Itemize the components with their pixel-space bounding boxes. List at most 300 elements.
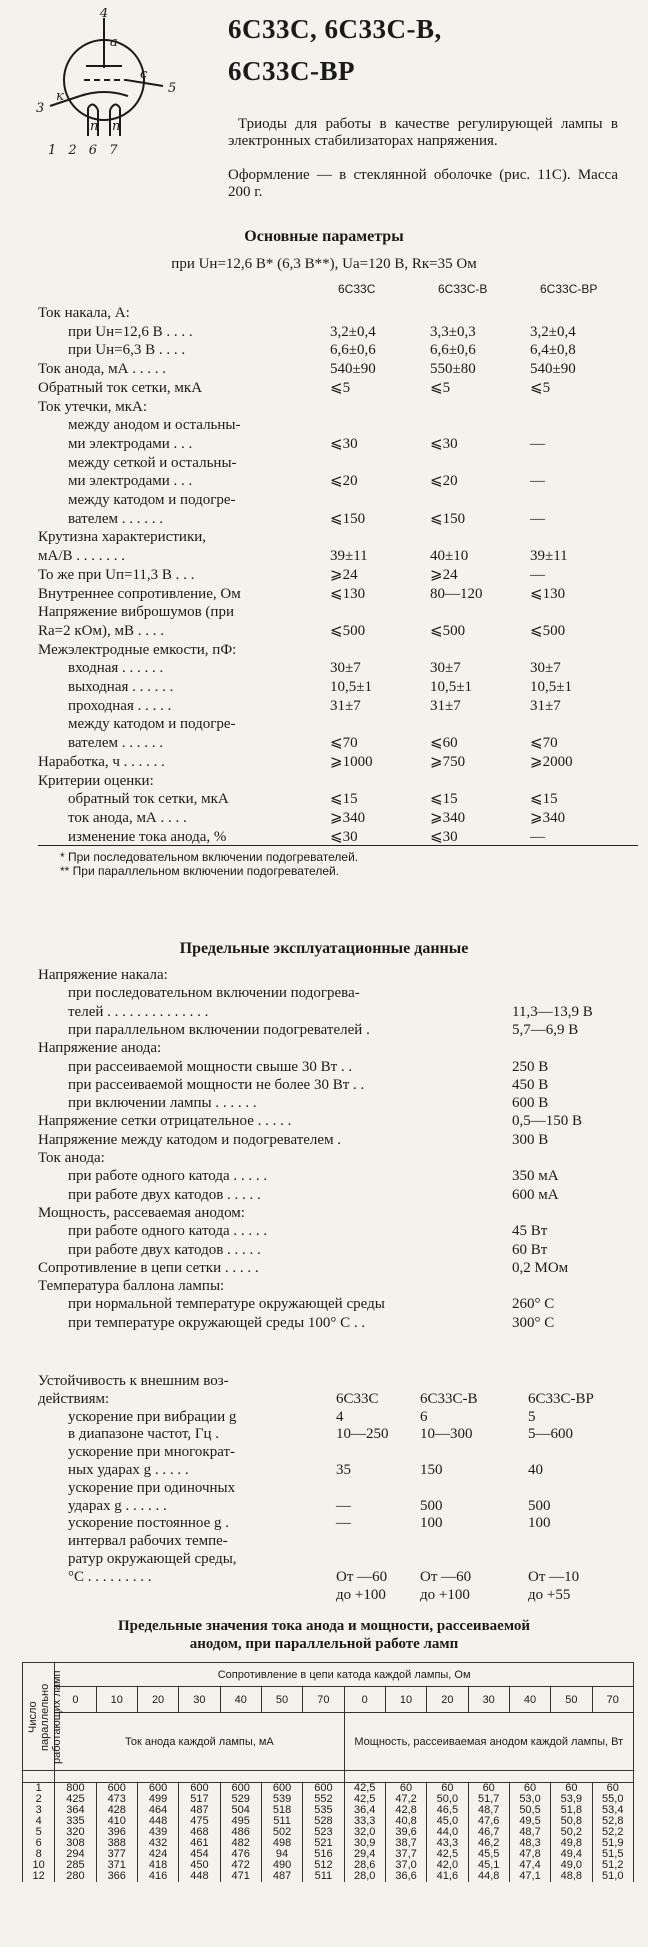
- resistance-header-cell: 30: [179, 1687, 220, 1713]
- row-value: 350 мА: [512, 1168, 559, 1185]
- current-cell: 371: [96, 1860, 137, 1871]
- row-value: ⩽70: [530, 735, 558, 752]
- resistance-row: [0, 1586, 648, 1604]
- power-cell: 50,2: [551, 1827, 592, 1838]
- row-value: 10—250: [336, 1426, 389, 1443]
- power-cell: 47,6: [468, 1816, 509, 1827]
- current-cell: 294: [55, 1849, 96, 1860]
- row-value: —: [530, 435, 545, 452]
- lamp-count-cell: 10: [23, 1860, 55, 1871]
- lamp-count-cell: 3: [23, 1805, 55, 1816]
- main-param-row: [0, 753, 648, 771]
- power-cell: 37,0: [385, 1860, 426, 1871]
- power-cell: 28,6: [344, 1860, 385, 1871]
- main-param-row: [0, 416, 648, 434]
- main-param-row: [0, 323, 648, 341]
- row-label: в диапазоне частот, Гц .: [68, 1426, 220, 1443]
- resistance-header-cell: 50: [551, 1687, 592, 1713]
- footnote-2: ** При параллельном включении подогревателей.: [60, 864, 340, 878]
- power-cell: 53,9: [551, 1794, 592, 1805]
- intro-p2: Оформление — в стеклянной оболочке (рис. 11С). Масса 200 г.: [228, 167, 618, 200]
- current-cell: 364: [55, 1805, 96, 1816]
- row-value: 30±7: [530, 660, 561, 677]
- power-cell: 51,9: [592, 1838, 633, 1849]
- row-value: 100: [420, 1515, 443, 1532]
- resistance-row: [0, 1390, 648, 1408]
- row-label: Наработка, ч . . . . . .: [38, 753, 165, 770]
- row-value: 6С33С-В: [420, 1390, 478, 1407]
- resistance-header-cell: 10: [385, 1687, 426, 1713]
- current-cell: 495: [220, 1816, 261, 1827]
- current-cell: 517: [179, 1794, 220, 1805]
- power-cell: 50,0: [427, 1794, 468, 1805]
- heater-label: п: [90, 119, 99, 134]
- limit-row: [0, 1277, 648, 1295]
- lamp-count-cell: 2: [23, 1794, 55, 1805]
- row-value: 80—120: [430, 585, 483, 602]
- limit-row: [0, 1039, 648, 1057]
- main-param-row: [0, 790, 648, 808]
- pin-left-label: 3: [36, 101, 45, 116]
- power-cell: 48,8: [551, 1871, 592, 1882]
- row-label: Ток накала, А:: [38, 305, 130, 321]
- row-value: 11,3—13,9 В: [512, 1003, 593, 1020]
- power-cell: 51,2: [592, 1860, 633, 1871]
- power-cell: 28,0: [344, 1871, 385, 1882]
- power-cell: 49,5: [509, 1816, 550, 1827]
- current-cell: 552: [303, 1794, 344, 1805]
- pin-right-label: 5: [168, 81, 177, 96]
- current-cell: 94: [261, 1849, 302, 1860]
- row-label: Ток анода:: [38, 1150, 105, 1166]
- row-label: ударах g . . . . . .: [68, 1497, 167, 1514]
- resistance-header-cell: 40: [509, 1687, 550, 1713]
- row-value: 300° С: [512, 1314, 555, 1331]
- power-cell: 50,8: [551, 1816, 592, 1827]
- main-param-row: [0, 697, 648, 715]
- row-value: ⩾750: [430, 753, 466, 770]
- main-param-row: [0, 678, 648, 696]
- power-label: Мощность, рассеиваемая анодом каждой лампы, Вт: [344, 1713, 633, 1771]
- row-value: 0,5—150 В: [512, 1113, 583, 1130]
- limit-row: [0, 1131, 648, 1149]
- power-cell: 47,2: [385, 1794, 426, 1805]
- current-cell: 487: [261, 1871, 302, 1882]
- row-label: телей . . . . . . . . . . . . . .: [68, 1003, 209, 1020]
- power-cell: 47,8: [509, 1849, 550, 1860]
- current-cell: 800: [55, 1783, 96, 1795]
- power-cell: 44,8: [468, 1871, 509, 1882]
- row-label: ток анода, мА . . . .: [68, 809, 187, 826]
- power-cell: 30,9: [344, 1838, 385, 1849]
- limit-row: [0, 1003, 648, 1021]
- row-label: Мощность, рассеваемая анодом:: [38, 1204, 245, 1221]
- resistance-header-cell: 40: [220, 1687, 261, 1713]
- row-label: Напряжение виброшумов (при: [38, 604, 234, 621]
- row-label: изменение тока анода, %: [68, 828, 227, 845]
- row-value: ⩽70: [330, 735, 358, 752]
- main-param-row: [0, 585, 648, 603]
- row-value: От —60: [420, 1568, 472, 1585]
- resistance-row: [0, 1408, 648, 1426]
- current-cell: 600: [303, 1783, 344, 1795]
- row-label: ратур окружающей среды,: [68, 1551, 237, 1567]
- row-value: 260° С: [512, 1296, 555, 1313]
- main-param-row: [0, 547, 648, 565]
- row-label: °С . . . . . . . . .: [68, 1568, 152, 1585]
- row-value: ⩽130: [330, 585, 366, 602]
- row-value: ⩾340: [530, 809, 566, 826]
- row-label: обратный ток сетки, мкА: [68, 791, 229, 808]
- current-cell: 600: [261, 1783, 302, 1795]
- main-param-row: [0, 641, 648, 659]
- row-label: Напряжение анода:: [38, 1040, 162, 1057]
- row-value: 5,7—6,9 В: [512, 1021, 579, 1038]
- main-param-row: [0, 622, 648, 640]
- row-head-cell: [23, 1663, 63, 1771]
- row-value: 100: [528, 1515, 551, 1532]
- power-cell: 49,0: [551, 1860, 592, 1871]
- limit-row: [0, 1076, 648, 1094]
- limit-row: [0, 1112, 648, 1130]
- main-param-row: [0, 603, 648, 621]
- power-cell: 47,1: [509, 1871, 550, 1882]
- lamp-count-cell: 1: [23, 1783, 55, 1795]
- row-label: при рассеиваемой мощности не более 30 Вт . .: [68, 1076, 365, 1093]
- power-cell: 29,4: [344, 1849, 385, 1860]
- power-cell: 52,2: [592, 1827, 633, 1838]
- power-cell: 46,7: [468, 1827, 509, 1838]
- current-cell: 482: [220, 1838, 261, 1849]
- main-param-row: [0, 491, 648, 509]
- row-label: вателем . . . . . .: [68, 735, 164, 752]
- row-label: интервал рабочих темпе-: [68, 1533, 228, 1550]
- row-value: ⩽5: [330, 379, 351, 396]
- current-cell: 448: [179, 1871, 220, 1882]
- row-head-label: Число параллельно работающих ламп: [26, 1669, 63, 1764]
- row-label: ми электродами . . .: [68, 435, 193, 452]
- power-cell: 60: [427, 1783, 468, 1795]
- current-cell: 486: [220, 1827, 261, 1838]
- current-cell: 416: [137, 1871, 178, 1882]
- limit-row: [0, 966, 648, 984]
- row-label: при работе одного катода . . . . .: [68, 1168, 268, 1185]
- power-cell: 51,5: [592, 1849, 633, 1860]
- row-label: действиям:: [38, 1390, 110, 1407]
- row-label: Крутизна характеристики,: [38, 529, 207, 546]
- current-cell: 499: [137, 1794, 178, 1805]
- row-label: Межэлектродные емкости, пФ:: [38, 641, 237, 658]
- limits-table: [22, 1662, 634, 1882]
- col-head-1: 6С33С: [338, 282, 376, 296]
- power-cell: 45,5: [468, 1849, 509, 1860]
- row-value: ⩽5: [430, 379, 451, 396]
- current-cell: 523: [303, 1827, 344, 1838]
- current-cell: 454: [179, 1849, 220, 1860]
- power-cell: 37,7: [385, 1849, 426, 1860]
- row-value: 6С33С: [336, 1390, 379, 1407]
- current-cell: 600: [220, 1783, 261, 1795]
- current-cell: 461: [179, 1838, 220, 1849]
- current-cell: 498: [261, 1838, 302, 1849]
- current-cell: 468: [179, 1827, 220, 1838]
- current-cell: 464: [137, 1805, 178, 1816]
- row-value: до +55: [528, 1586, 571, 1603]
- row-value: От —10: [528, 1568, 580, 1585]
- power-cell: 46,2: [468, 1838, 509, 1849]
- row-value: 40±10: [430, 548, 469, 565]
- table-title-1: Предельные значения тока анода и мощности, рассеиваемой: [118, 1618, 530, 1634]
- limit-row: [0, 1094, 648, 1112]
- row-label: мА/В . . . . . . .: [38, 548, 125, 565]
- current-cell: 504: [220, 1805, 261, 1816]
- current-cell: 335: [55, 1816, 96, 1827]
- row-value: ⩽15: [330, 791, 358, 808]
- row-value: ⩽20: [430, 473, 458, 490]
- power-cell: 52,8: [592, 1816, 633, 1827]
- current-cell: 285: [55, 1860, 96, 1871]
- resistance-header-cell: 20: [137, 1687, 178, 1713]
- main-param-row: [0, 772, 648, 790]
- row-value: ⩽500: [330, 622, 366, 639]
- title-line-2: 6С33С-ВР: [228, 56, 355, 86]
- resistance-header-cell: 30: [468, 1687, 509, 1713]
- row-value: —: [530, 566, 545, 583]
- main-param-row: [0, 304, 648, 322]
- row-label: Обратный ток сетки, мкА: [38, 379, 203, 396]
- main-param-row: [0, 528, 648, 546]
- limit-row: [0, 1167, 648, 1185]
- main-param-row: [0, 566, 648, 584]
- power-cell: 38,7: [385, 1838, 426, 1849]
- main-param-row: [0, 472, 648, 490]
- resistance-row: [0, 1372, 648, 1390]
- resistance-row: [0, 1461, 648, 1479]
- row-value: 4: [336, 1408, 344, 1425]
- limit-row: [0, 984, 648, 1002]
- row-label: входная . . . . . .: [68, 660, 164, 677]
- main-param-row: [0, 341, 648, 359]
- limit-row: [0, 1204, 648, 1222]
- lamp-count-cell: 8: [23, 1849, 55, 1860]
- row-label: ускорение при вибрации g: [68, 1408, 237, 1425]
- power-cell: 60: [592, 1783, 633, 1795]
- row-value: ⩽60: [430, 735, 458, 752]
- row-value: 40: [528, 1462, 543, 1478]
- power-cell: 39,6: [385, 1827, 426, 1838]
- tube-symbol-icon: [28, 8, 188, 158]
- lamp-count-cell: 12: [23, 1871, 55, 1882]
- row-value: 6: [420, 1408, 428, 1425]
- row-label: выходная . . . . . .: [68, 679, 174, 695]
- row-label: при работе двух катодов . . . . .: [68, 1186, 261, 1203]
- row-value: 150: [420, 1462, 443, 1478]
- row-value: 30±7: [330, 660, 361, 677]
- row-value: 6,6±0,6: [330, 342, 376, 359]
- row-value: 500: [420, 1497, 443, 1514]
- current-cell: 280: [55, 1871, 96, 1882]
- current-cell: 516: [303, 1849, 344, 1860]
- current-cell: 518: [261, 1805, 302, 1816]
- row-label: при последовательном включении подогрева-: [68, 985, 360, 1002]
- row-label: Ra=2 кОм), мВ . . . .: [38, 622, 164, 639]
- resistance-header-cell: 0: [344, 1687, 385, 1713]
- power-cell: 49,4: [551, 1849, 592, 1860]
- row-label: при работе одного катода . . . . .: [68, 1223, 268, 1240]
- current-cell: 528: [303, 1816, 344, 1827]
- row-value: 6,4±0,8: [530, 342, 576, 359]
- current-cell: 600: [179, 1783, 220, 1795]
- row-value: 10,5±1: [430, 679, 472, 695]
- power-cell: 49,8: [551, 1838, 592, 1849]
- row-value: ⩽30: [430, 828, 458, 845]
- row-value: —: [530, 473, 545, 490]
- power-cell: 50,5: [509, 1805, 550, 1816]
- current-cell: 439: [137, 1827, 178, 1838]
- main-param-row: [0, 454, 648, 472]
- power-cell: 33,3: [344, 1816, 385, 1827]
- current-cell: 476: [220, 1849, 261, 1860]
- row-label: при рассеиваемой мощности свыше 30 Вт . .: [68, 1058, 353, 1075]
- main-param-row: [0, 828, 648, 846]
- row-label: Ток анода, мА . . . . .: [38, 361, 166, 378]
- resistance-row: [0, 1532, 648, 1550]
- current-cell: 473: [96, 1794, 137, 1805]
- limits-title: Предельные эксплуатационные данные: [179, 940, 469, 957]
- main-params-conditions: при Uн=12,6 В* (6,3 В**), Ua=120 В, Rк=35 Ом: [171, 256, 477, 272]
- row-value: 31±7: [530, 697, 561, 714]
- row-value: —: [336, 1497, 351, 1514]
- row-label: ускорение при многократ-: [68, 1444, 236, 1461]
- limit-row: [0, 1021, 648, 1039]
- col-head-2: 6С33С-В: [438, 282, 488, 296]
- row-label: Устойчивость к внешним воз-: [38, 1373, 229, 1389]
- row-label: между сеткой и остальны-: [68, 454, 237, 471]
- main-param-row: [0, 510, 648, 528]
- current-cell: 535: [303, 1805, 344, 1816]
- row-label: То же при Uп=11,3 В . . .: [38, 566, 195, 583]
- resistance-row: [0, 1514, 648, 1532]
- power-cell: 42,8: [385, 1805, 426, 1816]
- pin-top-label: 4: [100, 8, 109, 21]
- main-params-title: Основные параметры: [244, 228, 404, 245]
- power-cell: 51,7: [468, 1794, 509, 1805]
- current-cell: 511: [303, 1871, 344, 1882]
- resistance-header-cell: 50: [261, 1687, 302, 1713]
- current-cell: 600: [96, 1783, 137, 1795]
- cathode-label: к: [56, 89, 64, 104]
- row-label: между катодом и подогре-: [68, 716, 236, 733]
- title-line-1: 6С33С, 6С33С-В,: [228, 14, 442, 44]
- row-value: ⩽500: [430, 622, 466, 639]
- row-label: проходная . . . . .: [68, 697, 172, 714]
- power-cell: 53,0: [509, 1794, 550, 1805]
- limit-row: [0, 1241, 648, 1259]
- main-param-row: [0, 360, 648, 378]
- limit-row: [0, 1149, 648, 1167]
- current-cell: 511: [261, 1816, 302, 1827]
- row-value: 45 Вт: [512, 1223, 548, 1240]
- table-row: [23, 1871, 634, 1882]
- row-value: 6,6±0,6: [430, 342, 476, 359]
- row-value: 30±7: [430, 660, 461, 677]
- row-value: 39±11: [530, 548, 568, 565]
- row-value: ⩾340: [430, 809, 466, 826]
- row-label: вателем . . . . . .: [68, 510, 164, 527]
- power-cell: 48,7: [509, 1827, 550, 1838]
- row-value: 5: [528, 1408, 536, 1425]
- row-value: до +100: [336, 1586, 386, 1603]
- current-cell: 471: [220, 1871, 261, 1882]
- row-value: 0,2 МОм: [512, 1259, 569, 1276]
- resistance-header-cell: 70: [592, 1687, 633, 1713]
- anode-label: а: [110, 35, 118, 50]
- resistance-header-cell: 0: [55, 1687, 96, 1713]
- row-label: Напряжение сетки отрицательное . . . . .: [38, 1113, 292, 1130]
- current-cell: 450: [179, 1860, 220, 1871]
- lamp-count-cell: 4: [23, 1816, 55, 1827]
- row-value: 10,5±1: [330, 679, 372, 695]
- row-label: ускорение постоянное g .: [68, 1515, 229, 1532]
- power-cell: 55,0: [592, 1794, 633, 1805]
- resistance-header-cell: 10: [96, 1687, 137, 1713]
- current-cell: 600: [137, 1783, 178, 1795]
- row-value: ⩾1000: [330, 753, 373, 770]
- row-value: 5—600: [528, 1426, 573, 1443]
- power-cell: 53,4: [592, 1805, 633, 1816]
- power-cell: 60: [509, 1783, 550, 1795]
- intro-p1: Триоды для работы в качестве регулирующей лампы в электронных стабилизаторах напряжения.: [228, 116, 618, 149]
- power-cell: 42,5: [427, 1849, 468, 1860]
- resistance-header-cell: 70: [303, 1687, 344, 1713]
- table-title-2: анодом, при параллельной работе ламп: [189, 1636, 459, 1652]
- power-cell: 43,3: [427, 1838, 468, 1849]
- row-value: ⩽150: [430, 510, 466, 527]
- row-label: Напряжение между катодом и подогревателем .: [38, 1131, 342, 1148]
- current-cell: 502: [261, 1827, 302, 1838]
- current-cell: 425: [55, 1794, 96, 1805]
- resistance-row: [0, 1568, 648, 1586]
- power-cell: 44,0: [427, 1827, 468, 1838]
- power-cell: 41,6: [427, 1871, 468, 1882]
- grid-label: с: [140, 67, 148, 82]
- row-value: 35: [336, 1462, 351, 1478]
- current-cell: 475: [179, 1816, 220, 1827]
- power-cell: 42,5: [344, 1783, 385, 1795]
- row-value: ⩾340: [330, 809, 366, 826]
- row-value: 39±11: [330, 548, 368, 565]
- row-value: 6С33С-ВР: [528, 1390, 594, 1407]
- row-value: 540±90: [530, 361, 576, 378]
- row-value: 500: [528, 1497, 551, 1514]
- current-cell: 512: [303, 1860, 344, 1871]
- limit-row: [0, 1222, 648, 1240]
- footnote-1: * При последовательном включении подогревателей.: [60, 850, 359, 864]
- power-cell: 32,0: [344, 1827, 385, 1838]
- power-cell: 36,4: [344, 1805, 385, 1816]
- row-value: ⩽150: [330, 510, 366, 527]
- row-value: ⩽20: [330, 473, 358, 490]
- limit-row: [0, 1259, 648, 1277]
- row-value: —: [530, 828, 545, 845]
- current-cell: 418: [137, 1860, 178, 1871]
- main-param-row: [0, 734, 648, 752]
- limit-row: [0, 1186, 648, 1204]
- current-label: Ток анода каждой лампы, мА: [55, 1713, 344, 1771]
- resistance-row: [0, 1550, 648, 1568]
- current-cell: 396: [96, 1827, 137, 1838]
- current-cell: 472: [220, 1860, 261, 1871]
